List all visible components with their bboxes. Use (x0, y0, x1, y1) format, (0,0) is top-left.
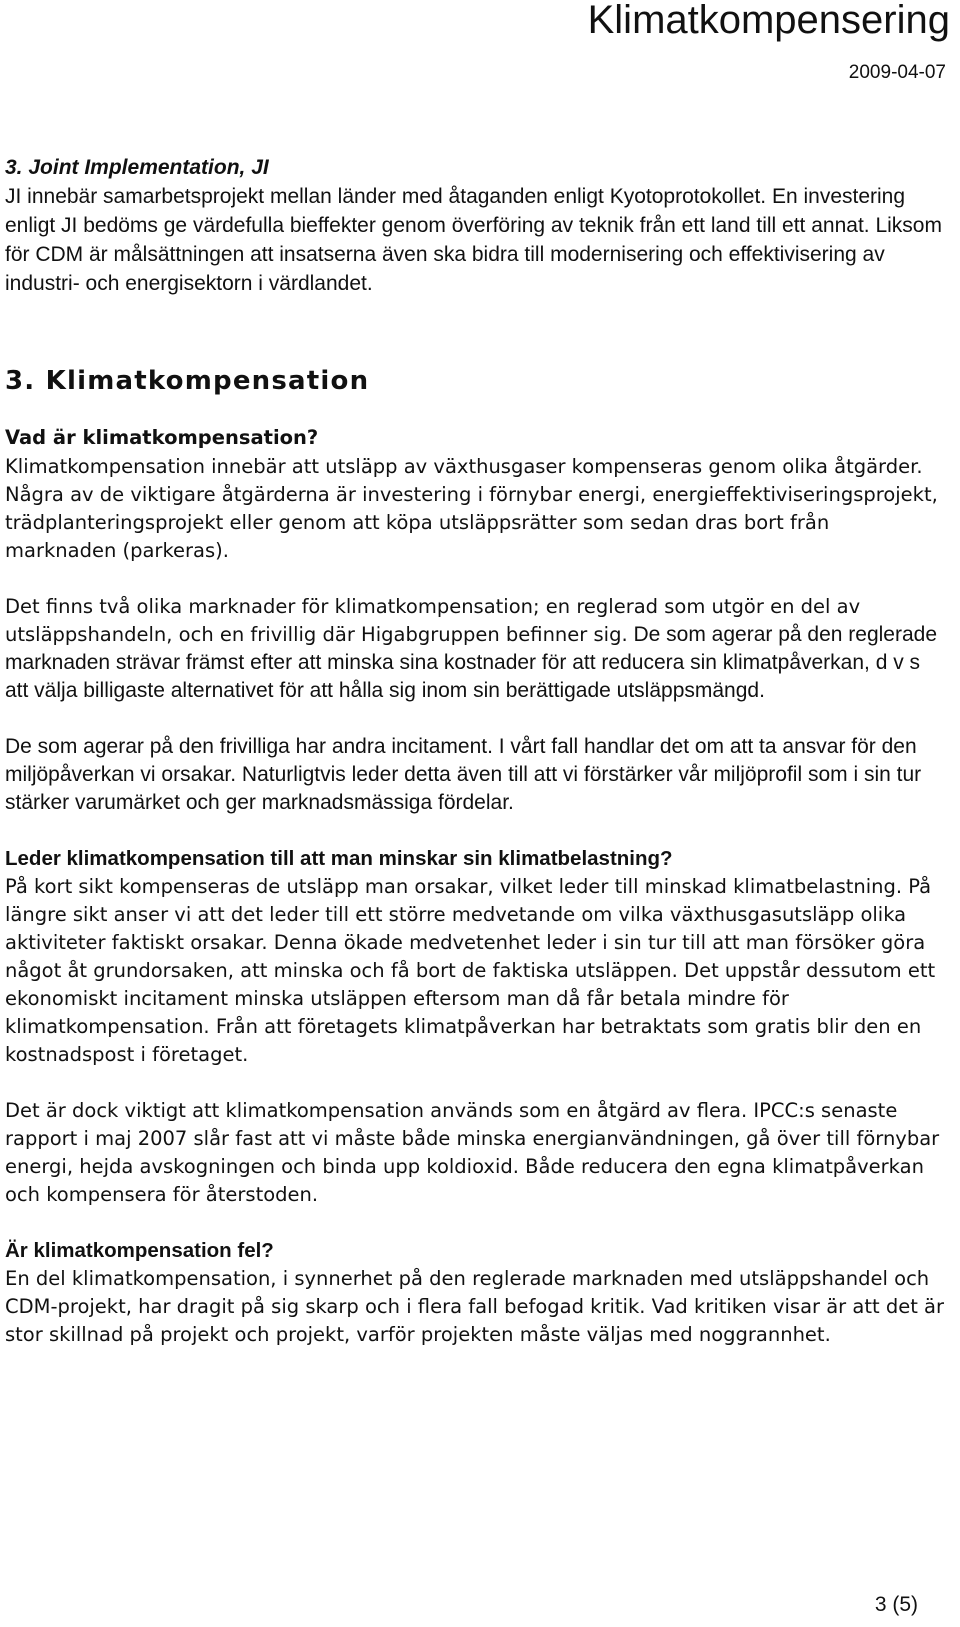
subheading-vad-ar-klimatkompensation: Vad är klimatkompensation? (5, 426, 319, 449)
paragraph-markets (5, 593, 945, 705)
subheading-leder-klimatkompensation: Leder klimatkompensation till att man minskar sin klimatbelastning? (5, 847, 673, 870)
voluntary-sentence-2: I vårt fall handlar det om att ta ansvar för den miljöpåverkan vi orsakar. (5, 735, 917, 786)
document-title: Klimatkompensering (587, 0, 950, 42)
paragraph-ipcc: Det är dock viktigt att klimatkompensation används som en åtgärd av flera. IPCC:s senaste rapport i maj 2007 slår fast att vi måste både minska energianvändningen, gå över till förnybar energi, hejda avskogningen och binda upp koldioxid. Både reducera den egna klimatpåverkan och kompensera för återstoden. (5, 1099, 940, 1206)
page-number: 3 (5) (874, 1593, 918, 1616)
subheading-ar-klimatkompensation-fel: Är klimatkompensation fel? (5, 1239, 274, 1262)
section-body-klimatkompensation (5, 453, 945, 1377)
section-heading-klimatkompensation: 3. Klimatkompensation (5, 366, 370, 396)
paragraph-definition: Klimatkompensation innebär att utsläpp av växthusgaser kompenseras genom olika åtgärder. Några av de viktigare åtgärderna är investering i förnybar energi, energieffektiviseringsprojekt, trädplanteringsprojekt eller genom att köpa utsläppsrätter som sedan dras bort från marknaden (parkeras). (5, 455, 938, 562)
markets-sentence-2: De som agerar på den reglerade marknaden strävar främst efter att minska sina kostnader för att reducera sin klimatpåverkan, d v s att välja billigaste alternativet för att hålla sig inom sin berättigade utsläppsmängd. (5, 623, 938, 702)
voluntary-sentence-1: De som agerar på den frivilliga har andra incitament. (5, 735, 493, 758)
markets-sentence-1: Det finns två olika marknader för klimatkompensation; en reglerad som utgör en del av utsläppshandeln, och en frivillig där Higabgruppen befinner sig. (5, 595, 861, 646)
document-date: 2009-04-07 (848, 62, 946, 83)
section-joint-implementation (5, 153, 945, 298)
voluntary-sentence-3: Naturligtvis leder detta även till att vi förstärker vår miljöprofil som i sin tur stärker varumärket och ger marknadsmässiga fördelar. (5, 763, 922, 814)
section-heading-ji: 3. Joint Implementation, JI (5, 156, 269, 179)
paragraph-criticism: En del klimatkompensation, i synnerhet på den reglerade marknaden med utsläppshandel och CDM-projekt, har dragit på sig skarp och i flera fall befogad kritik. Vad kritiken visar är att det är stor skillnad på projekt och projekt, varför projekten måste väljas med noggrannhet. (5, 1267, 945, 1346)
paragraph-short-long-term: På kort sikt kompenseras de utsläpp man orsakar, vilket leder till minskad klimatbelastning. På längre sikt anser vi att det leder till ett större medvetande om vilka växthusgasutsläpp olika aktiviteter faktiskt orsakar. Denna ökade medvetenhet leder i sin tur till att man försöker göra något åt grundorsaken, att minska och få bort de faktiska utsläppen. Det uppstår dessutom ett ekonomiskt incitament minska utsläppen eftersom man då får betala mindre för klimatkompensation. Från att företagets klimatpåverkan har betraktats som gratis blir den en kostnadspost i företaget. (5, 875, 936, 1066)
paragraph-ji: JI innebär samarbetsprojekt mellan länder med åtaganden enligt Kyotoprotokollet. En investering enligt JI bedöms ge värdefulla bieffekter genom överföring av teknik från ett land till ett annat. Liksom för CDM är målsättningen att insatserna även ska bidra till modernisering och effektivisering av industri- och energisektorn i värdlandet. (5, 185, 942, 295)
paragraph-voluntary (5, 733, 945, 817)
